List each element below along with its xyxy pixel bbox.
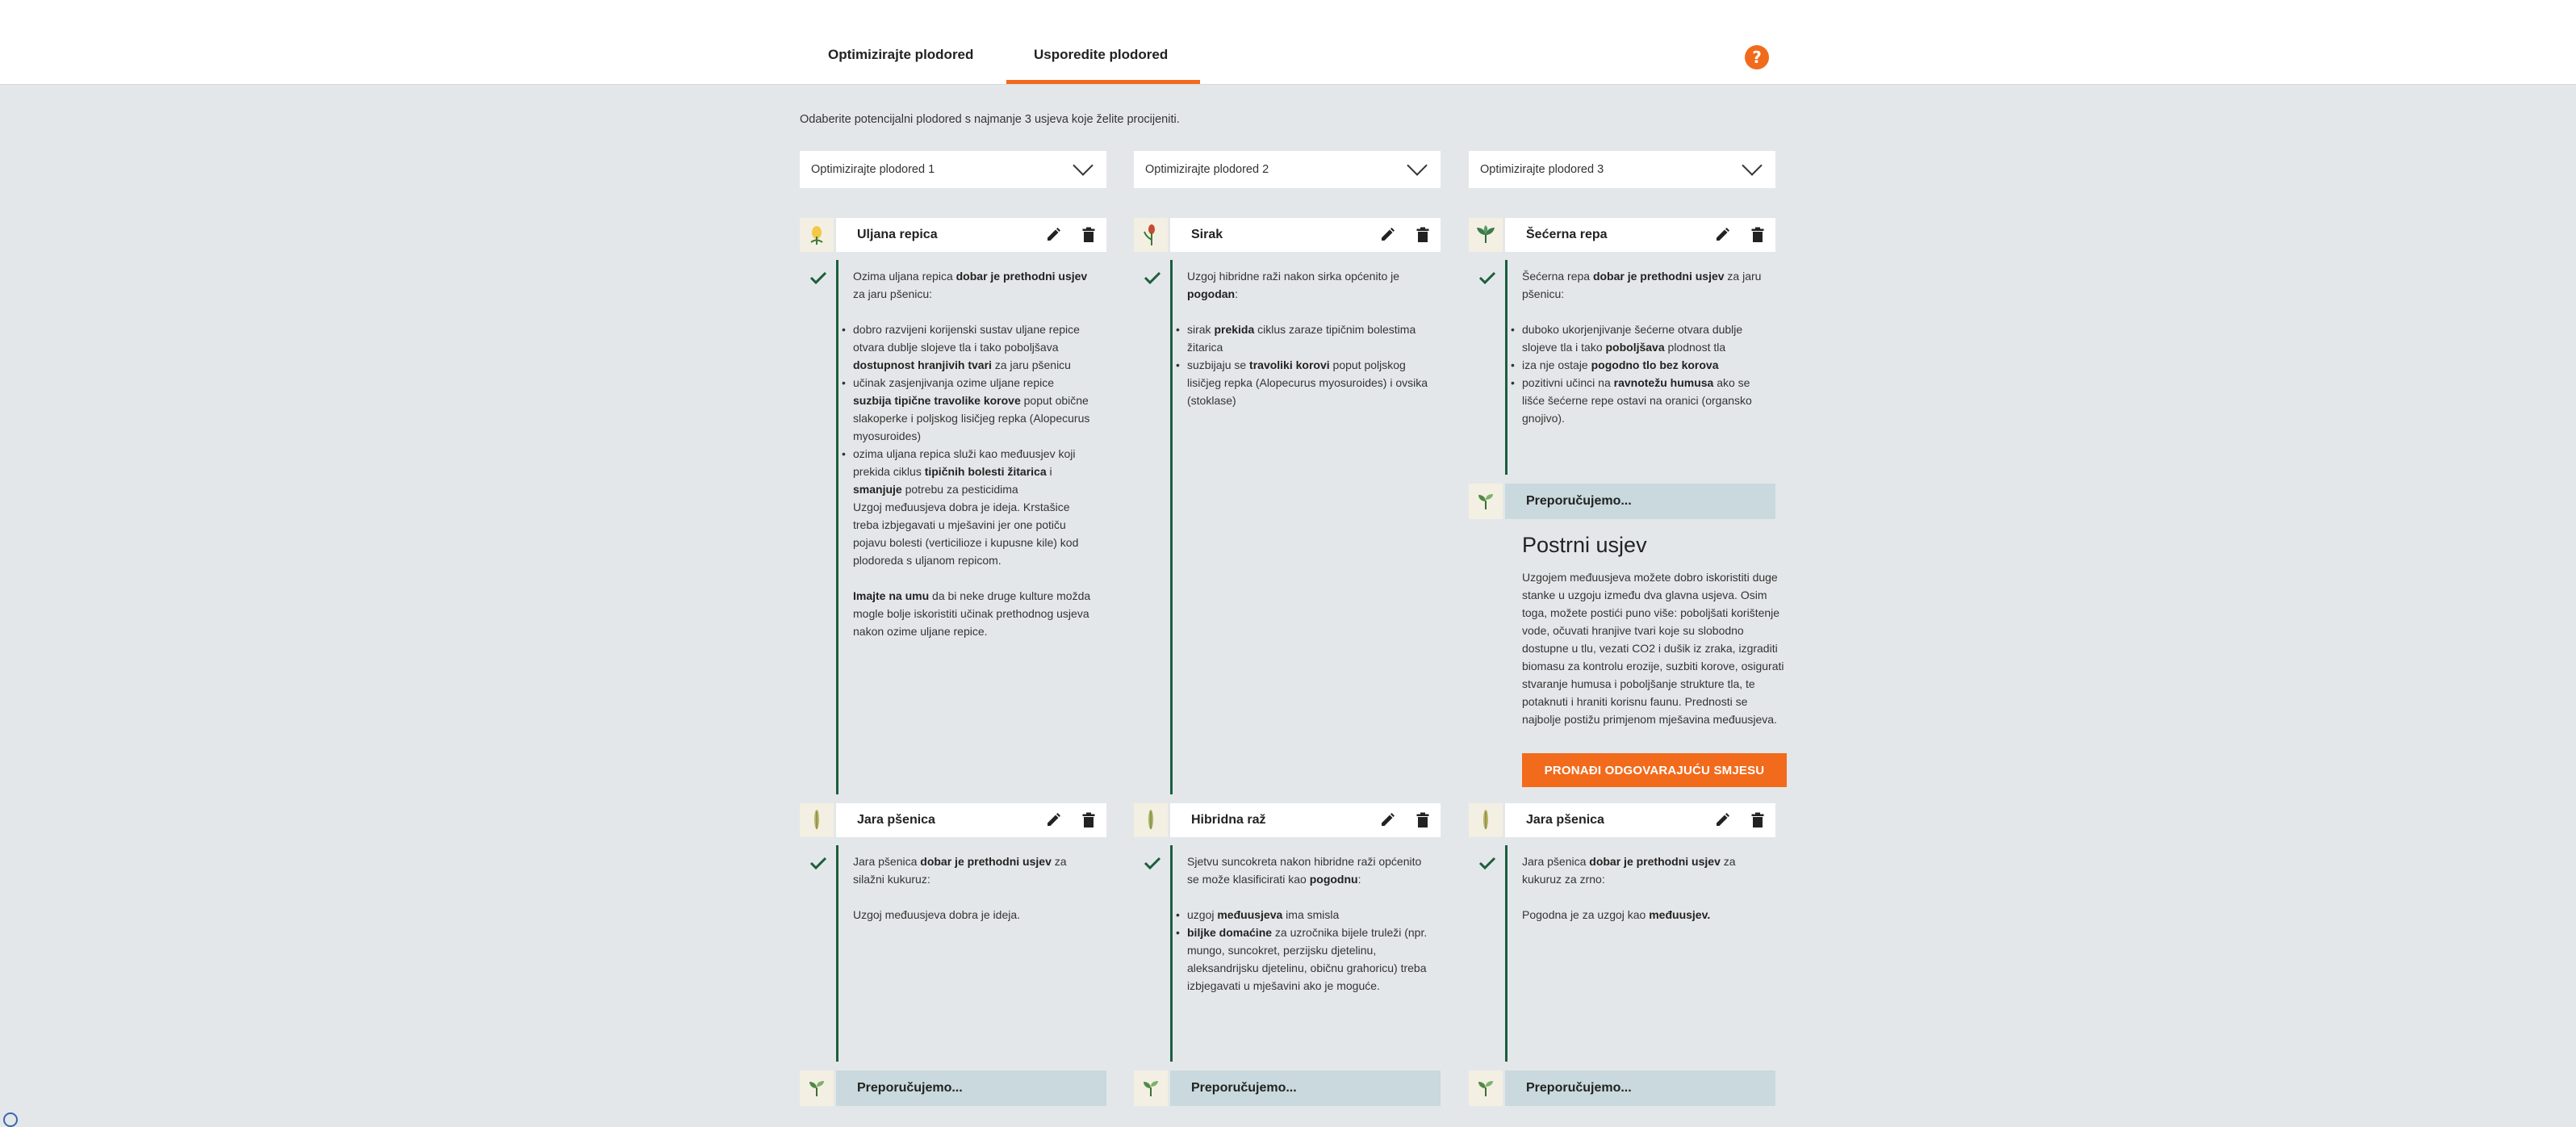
intro-text: Odaberite potencijalni plodored s najmanje 3 usjeva koje želite procijeniti. xyxy=(800,113,1180,126)
recommendation-label: Preporučujemo... xyxy=(1170,1070,1441,1106)
delete-icon[interactable] xyxy=(1081,227,1097,243)
crop-card-header xyxy=(1469,218,1775,252)
check-icon xyxy=(809,857,827,869)
seedling-icon xyxy=(1469,484,1503,519)
recommendation-bar[interactable] xyxy=(1469,484,1775,519)
recommendation-label: Preporučujemo... xyxy=(1505,1070,1775,1106)
list-item: • dobro razvijeni korijenski sustav uljane repice otvara dublje slojeve tla i tako poboljšava dostupnost hranjivih tvari za jaru pšenicu xyxy=(853,321,1095,374)
crop-title xyxy=(1170,218,1441,252)
divider xyxy=(836,845,838,1062)
cover-crop-text: Uzgojem međuusjeva možete dobro iskoristiti duge stanke u uzgoju između dva glavna usjeva. Osim toga, možete postići puno više: poboljšati korištenje vode, očuvati hranjive tvari koje su slobodno dostupne u tlu, vezati CO2 i dušik iz zraka, izgraditi biomasu za kontrolu erozije, suzbiti korove, osigurati stvaranje humusa i poboljšanje strukture tla, te potaknuti i hraniti korisnu faunu. Prednosti se najbolje postižu primjenom mješavina međuusjeva. xyxy=(1522,571,1784,726)
edit-icon[interactable] xyxy=(1045,812,1061,828)
chevron-down-icon xyxy=(1073,155,1093,175)
crop-title xyxy=(1170,803,1441,837)
check-icon xyxy=(1478,271,1496,284)
rotation-select-label: Optimizirajte plodored 3 xyxy=(1480,163,1604,176)
edit-icon[interactable] xyxy=(1045,227,1061,243)
crop-card-header xyxy=(800,803,1106,837)
edit-icon[interactable] xyxy=(1714,812,1730,828)
divider xyxy=(1170,260,1173,794)
list-item: • biljke domaćine za uzročnika bijele truleži (npr. mungo, suncokret, perzijsku djetelinu, aleksandrijsku djetelinu, običnu grahoricu) treba izbjegavati u mješavini ako je moguće. xyxy=(1187,924,1429,995)
tab-optimize[interactable]: Optimizirajte plodored xyxy=(828,47,974,62)
chevron-down-icon xyxy=(1407,155,1427,175)
delete-icon[interactable] xyxy=(1750,812,1766,828)
delete-icon[interactable] xyxy=(1750,227,1766,243)
recommendation-label: Preporučujemo... xyxy=(836,1070,1106,1106)
crop-description: Jara pšenica dobar je prethodni usjev za kukuruz za zrno: Pogodna je za uzgoj kao međuusjev. xyxy=(1522,855,1736,921)
crop-name: Uljana repica xyxy=(857,228,938,241)
seedling-icon xyxy=(800,1070,834,1106)
list-item: • duboko ukorjenjivanje šećerne otvara dublje slojeve tla i tako poboljšava plodnost tla xyxy=(1522,321,1764,356)
crop-description: Jara pšenica dobar je prethodni usjev za silažni kukuruz: Uzgoj međuusjeva dobra je ideja. xyxy=(853,855,1067,921)
crop-name: Hibridna raž xyxy=(1191,813,1266,827)
list-item: • ozima uljana repica služi kao međuusjev koji prekida ciklus tipičnih bolesti žitarica i smanjuje potrebu za pesticidima xyxy=(853,445,1095,498)
rotation-select-label: Optimizirajte plodored 2 xyxy=(1145,163,1269,176)
wheat-icon xyxy=(800,803,834,837)
rapeseed-icon xyxy=(800,218,834,252)
recommendation-bar[interactable] xyxy=(1469,1070,1775,1106)
crop-card-header xyxy=(1469,803,1775,837)
crop-title xyxy=(836,803,1106,837)
crop-name: Sirak xyxy=(1191,228,1223,241)
edit-icon[interactable] xyxy=(1714,227,1730,243)
list-item: • sirak prekida ciklus zaraze tipičnim bolestima žitarica xyxy=(1187,321,1429,356)
crop-name: Jara pšenica xyxy=(857,813,935,827)
rotation-select-3[interactable] xyxy=(1469,151,1775,188)
recommendation-bar[interactable] xyxy=(800,1070,1106,1106)
crop-description: Uzgoj hibridne raži nakon sirka općenito je pogodan: • sirak prekida ciklus zaraze tipičnim bolestima žitarica • suzbijaju se travoliki korovi poput poljskog lisičjeg repka (Alopecurus myosuroides) i ovsika (stoklase) xyxy=(1187,267,1429,409)
check-icon xyxy=(809,271,827,284)
divider xyxy=(1170,845,1173,1062)
sugar-beet-icon xyxy=(1469,218,1503,252)
edit-icon[interactable] xyxy=(1379,227,1395,243)
check-icon xyxy=(1144,271,1161,284)
top-nav xyxy=(0,0,2576,85)
delete-icon[interactable] xyxy=(1415,812,1431,828)
cover-crop-title: Postrni usjev xyxy=(1522,533,1647,557)
crop-card-header xyxy=(800,218,1106,252)
feedback-icon[interactable] xyxy=(3,1112,18,1127)
seedling-icon xyxy=(1469,1070,1503,1106)
list-item: • učinak zasjenjivanja ozime uljane repice suzbija tipične travolike korove poput obične slakoperke i poljskog lisičjeg repka (Alopecurus myosuroides) xyxy=(853,374,1095,445)
crop-name: Šećerna repa xyxy=(1526,228,1608,241)
help-icon[interactable]: ? xyxy=(1745,45,1769,69)
delete-icon[interactable] xyxy=(1081,812,1097,828)
find-mix-button[interactable]: PRONAĐI ODGOVARAJUĆU SMJESU xyxy=(1522,753,1787,787)
rye-icon xyxy=(1134,803,1168,837)
recommendation-bar[interactable] xyxy=(1134,1070,1441,1106)
crop-name: Jara pšenica xyxy=(1526,813,1604,827)
divider xyxy=(1505,260,1508,475)
crop-title xyxy=(1505,218,1775,252)
rotation-select-label: Optimizirajte plodored 1 xyxy=(811,163,935,176)
sorghum-icon xyxy=(1134,218,1168,252)
crop-title xyxy=(1505,803,1775,837)
rotation-select-1[interactable] xyxy=(800,151,1106,188)
divider xyxy=(836,260,838,794)
crop-card-header xyxy=(1134,803,1441,837)
chevron-down-icon xyxy=(1742,155,1762,175)
check-icon xyxy=(1144,857,1161,869)
list-item: • pozitivni učinci na ravnotežu humusa ako se lišće šećerne repe ostavi na oranici (organsko gnojivo). xyxy=(1522,374,1764,427)
rotation-select-2[interactable] xyxy=(1134,151,1441,188)
check-icon xyxy=(1478,857,1496,869)
crop-card-header xyxy=(1134,218,1441,252)
divider xyxy=(1505,845,1508,1062)
delete-icon[interactable] xyxy=(1415,227,1431,243)
wheat-icon xyxy=(1469,803,1503,837)
crop-description: Sjetvu suncokreta nakon hibridne raži općenito se može klasificirati kao pogodnu: • uzgoj međuusjeva ima smisla • biljke domaćine za uzročnika bijele truleži (npr. mungo, suncokret, perzijsku djetelinu, aleksandrijsku djetelinu, običnu grahoricu) treba izbjegavati u mješavini ako je moguće. xyxy=(1187,853,1429,995)
crop-description: Ozima uljana repica dobar je prethodni usjev za jaru pšenicu: • dobro razvijeni korijenski sustav uljane repice otvara dublje slojeve tla i tako poboljšava dostupnost hranjivih tvari za jaru pšenicu • učinak zasjenjivanja ozime uljane repice suzbija tipične travolike korove poput obične slakoperke i poljskog lisičjeg repka (Alopecurus myosuroides) • ozima uljana repica služi kao međuusjev koji prekida ciklus tipičnih bolesti žitarica i smanjuje potrebu za pesticidima Uzgoj međuusjeva dobra je ideja. Krstašice treba izbjegavati u mješavini jer one potiču pojavu bolesti (verticilioze i kupusne kile) kod plodoreda s uljanom repicom. Imajte na umu da bi neke druge kulture možda mogle bolje iskoristiti učinak prethodnog usjeva nakon ozime uljane repice. xyxy=(853,267,1095,640)
crop-description: Šećerna repa dobar je prethodni usjev za jaru pšenicu: • duboko ukorjenjivanje šećerne otvara dublje slojeve tla i tako poboljšava plodnost tla • iza nje ostaje pogodno tlo bez korova • pozitivni učinci na ravnotežu humusa ako se lišće šećerne repe ostavi na oranici (organsko gnojivo). xyxy=(1522,267,1764,427)
crop-title xyxy=(836,218,1106,252)
edit-icon[interactable] xyxy=(1379,812,1395,828)
list-item: • uzgoj međuusjeva ima smisla xyxy=(1187,906,1429,924)
seedling-icon xyxy=(1134,1070,1168,1106)
list-item: • suzbijaju se travoliki korovi poput poljskog lisičjeg repka (Alopecurus myosuroides) i ovsika (stoklase) xyxy=(1187,356,1429,409)
list-item: • iza nje ostaje pogodno tlo bez korova xyxy=(1522,356,1764,374)
recommendation-label: Preporučujemo... xyxy=(1505,484,1775,519)
tab-compare[interactable]: Usporedite plodored xyxy=(1006,34,1200,84)
